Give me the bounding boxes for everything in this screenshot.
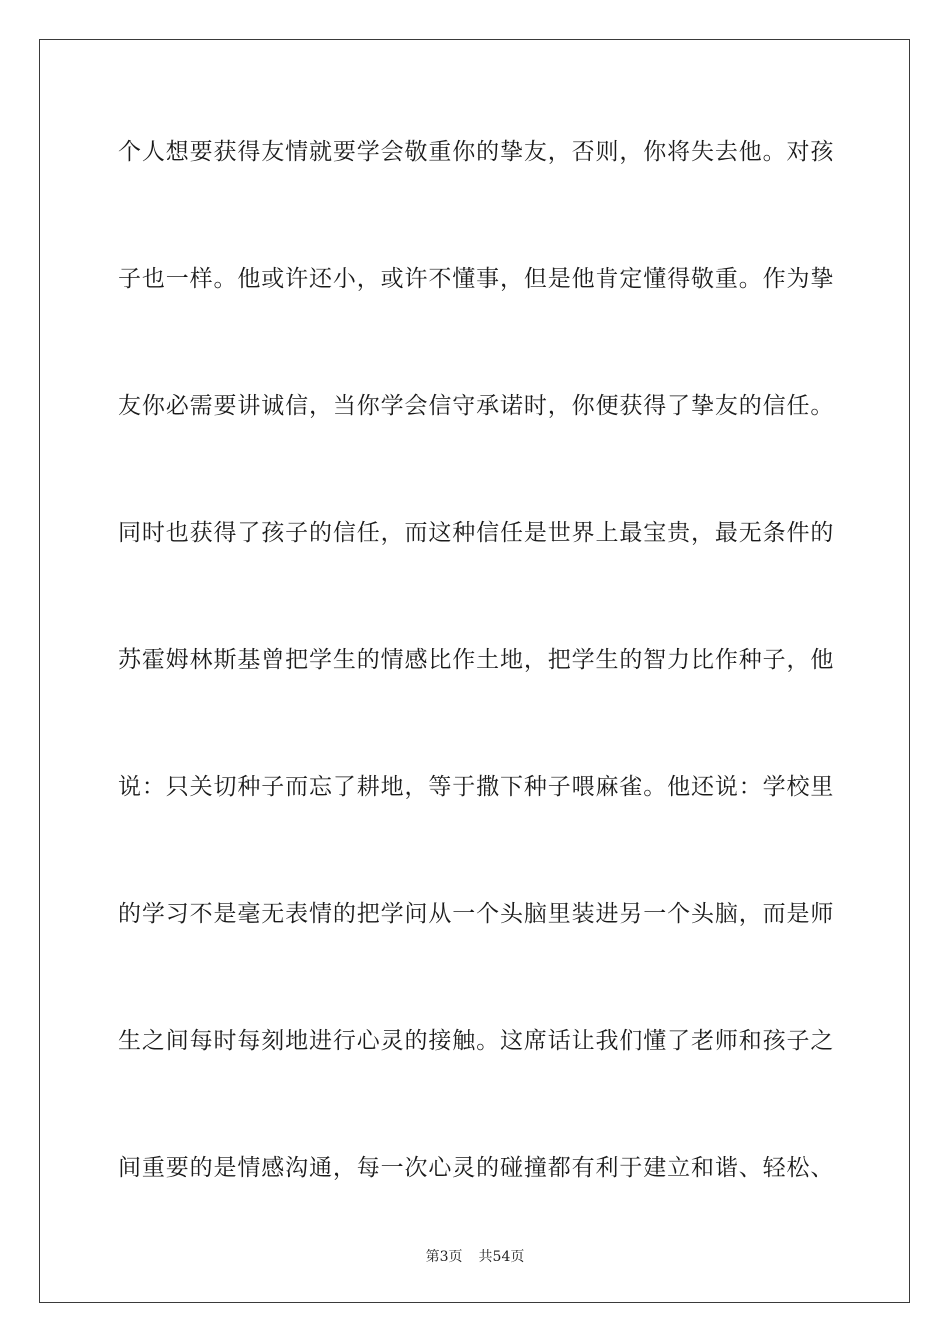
text-line: 的学习不是毫无表情的把学问从一个头脑里装进另一个头脑，而是师 [118, 901, 834, 927]
text-line: 友你必需要讲诚信，当你学会信守承诺时，你便获得了挚友的信任。 [118, 393, 834, 419]
page-number: 第3页 [425, 1249, 463, 1265]
document-body [118, 126, 834, 1269]
text-line: 说：只关切种子而忘了耕地，等于撒下种子喂麻雀。他还说：学校里 [118, 774, 834, 800]
page-footer [0, 1247, 950, 1267]
total-pages: 共54页 [478, 1249, 525, 1265]
text-line: 个人想要获得友情就要学会敬重你的挚友，否则，你将失去他。对孩 [118, 139, 834, 165]
text-line: 生之间每时每刻地进行心灵的接触。这席话让我们懂了老师和孩子之 [118, 1028, 834, 1054]
text-line: 子也一样。他或许还小，或许不懂事，但是他肯定懂得敬重。作为挚 [118, 266, 834, 292]
text-line: 苏霍姆林斯基曾把学生的情感比作土地，把学生的智力比作种子，他 [118, 647, 834, 673]
text-line: 同时也获得了孩子的信任，而这种信任是世界上最宝贵，最无条件的 [118, 520, 834, 546]
text-line: 间重要的是情感沟通，每一次心灵的碰撞都有利于建立和谐、轻松、 [118, 1155, 834, 1181]
